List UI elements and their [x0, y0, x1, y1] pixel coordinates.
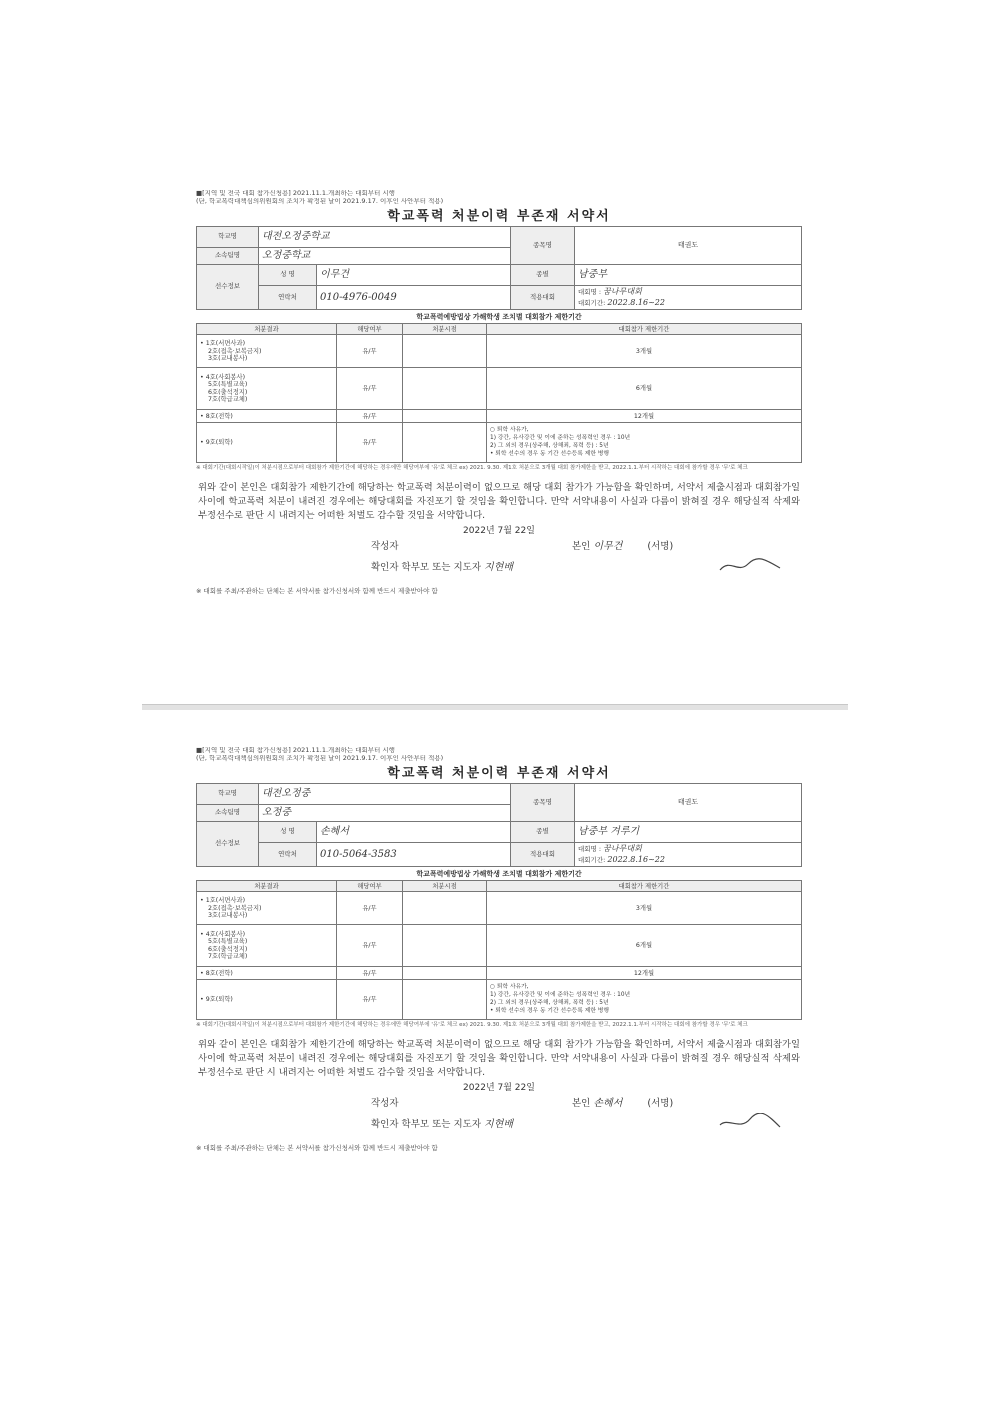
time-cell [403, 925, 487, 967]
bottom-note: ※ 대회를 주최/주관하는 단체는 본 서약서를 참가신청서와 함께 반드시 제출받아야 함 [196, 587, 438, 596]
comp-name-value: 꿈나무대회 [603, 844, 642, 854]
item: • 4호(사회봉사) [200, 373, 246, 381]
item: 7호(학급교체) [208, 953, 248, 961]
period-line: • 퇴학 선수의 경우 동 기간 선수등록 제한 병행 [490, 1007, 609, 1014]
table-footnote: ※ 대회기간(대회시작일)이 처분시점으로부터 대회참가 제한기간에 해당하는 경우에만 해당여부에 '유'로 체크 ex) 2021. 9.30. 제1호 처분으로 3개월 대회 참가제한을 받고, 2022.1.1.부터 시작하는 대회에 참가할 경우 '무'로 체크 [196, 465, 748, 472]
comp-name-label: 대회명 : [578, 845, 602, 854]
period-cell: 3개월 [487, 335, 802, 368]
sport-value: 태권도 [575, 784, 802, 822]
col-header-applicable: 해당여부 [337, 881, 403, 892]
name-value: 손혜서 [317, 822, 511, 843]
pledge-date: 2022년 7월 22일 [463, 525, 535, 536]
sport-label: 종목명 [511, 784, 575, 822]
check-cell: 유/무 [337, 967, 403, 980]
event-label: 종별 [511, 822, 575, 843]
name-label: 성 명 [259, 265, 317, 286]
affiliation-label: 소속팀명 [197, 248, 259, 265]
check-cell: 유/무 [337, 410, 403, 423]
seal-label: (서명) [647, 1098, 674, 1110]
time-cell [403, 967, 487, 980]
affiliation-value: 오정중 [259, 805, 511, 822]
player-info-table [196, 783, 802, 867]
signature-block [196, 1093, 802, 1139]
check-cell: 유/무 [337, 980, 403, 1020]
item: • 9호(퇴학) [200, 439, 233, 447]
competition-label: 적용대회 [511, 843, 575, 867]
col-header-period: 대회참가 제한기간 [487, 324, 802, 335]
period-line: 1) 강간, 유사강간 및 이에 준하는 성폭력인 경우 : 10년 [490, 992, 631, 999]
item: • 8호(전학) [200, 969, 233, 977]
phone-value: 010-4976-0049 [317, 286, 511, 310]
pledge-date: 2022년 7월 22일 [463, 1082, 535, 1093]
comp-period-label: 대회기간: [578, 855, 606, 864]
writer-label: 작성자 [371, 1098, 399, 1110]
check-cell: 유/무 [337, 423, 403, 463]
sport-label: 종목명 [511, 227, 575, 265]
restriction-subtitle: 학교폭력예방법상 가해학생 조치별 대회참가 제한기간 [416, 869, 582, 878]
col-header-period: 대회참가 제한기간 [487, 881, 802, 892]
writer-label: 작성자 [371, 541, 399, 553]
confirmer-name: 지현배 [484, 562, 514, 574]
period-line: ○ 퇴학 사유가, [490, 427, 529, 434]
col-header-result: 처분결과 [197, 324, 337, 335]
school-label: 학교명 [197, 227, 259, 248]
self-label: 본인 [572, 1098, 591, 1110]
seal-label: (서명) [647, 541, 674, 553]
form-title: 학교폭력 처분이력 부존재 서약서 [387, 208, 611, 224]
self-name: 이무건 [593, 541, 623, 553]
signature-scribble-icon [718, 556, 782, 576]
period-line: 2) 그 외의 경우(상주해, 상해죄, 폭력 등) : 5년 [490, 442, 609, 449]
item: 6호(출석정지) [208, 388, 248, 396]
item: 5호(특별교육) [208, 381, 248, 389]
pledge-form-1 [196, 190, 802, 596]
bottom-note: ※ 대회를 주최/주관하는 단체는 본 서약서를 참가신청서와 함께 반드시 제출받아야 함 [196, 1144, 438, 1153]
phone-value: 010-5064-3583 [317, 843, 511, 867]
event-value: 남중부 [575, 265, 802, 286]
period-cell: 6개월 [487, 925, 802, 967]
school-value: 대전오정중학교 [259, 227, 511, 248]
time-cell [403, 892, 487, 925]
col-header-time: 처분시점 [403, 324, 487, 335]
item: 3호(교내봉사) [208, 355, 248, 363]
pledge-paragraph: 위와 같이 본인은 대회참가 제한기간에 해당하는 학교폭력 처분이력이 없으므로 해당 대회 참가가 가능함을 확인하며, 서약서 제출시점과 대회참가일 사이에 학교폭력 처분이 내려진 경우에는 해당대회를 자진포기 할 것임을 확인합니다. 만약 서약내용이 사실과 다름이 밝혀질 경우 해당실적 삭제와 부정선수로 판단 시 내려지는 어떠한 처벌도 감수할 것임을 서약합니다. [198, 482, 800, 522]
item: 7호(학급교체) [208, 396, 248, 404]
check-cell: 유/무 [337, 925, 403, 967]
period-line: 1) 강간, 유사강간 및 이에 준하는 성폭력인 경우 : 10년 [490, 435, 631, 442]
sport-value: 태권도 [575, 227, 802, 265]
restriction-table [196, 880, 802, 1020]
player-info-table [196, 226, 802, 310]
name-value: 이무건 [317, 265, 511, 286]
col-header-time: 처분시점 [403, 881, 487, 892]
confirmer-name: 지현배 [484, 1119, 514, 1131]
period-line: 2) 그 외의 경우(상주해, 상해죄, 폭력 등) : 5년 [490, 999, 609, 1006]
form-title: 학교폭력 처분이력 부존재 서약서 [387, 765, 611, 781]
item: 2호(접촉·보복금지) [208, 904, 262, 912]
time-cell [403, 368, 487, 410]
item: • 8호(전학) [200, 412, 233, 420]
header-note-sub: (단, 학교폭력대책심의위원회의 조치가 확정된 날이 2021.9.17. 이후인 사안부터 적용) [196, 754, 444, 762]
affiliation-value: 오정중학교 [259, 248, 511, 265]
time-cell [403, 410, 487, 423]
self-label: 본인 [572, 541, 591, 553]
player-info-label: 선수정보 [197, 822, 259, 867]
col-header-applicable: 해당여부 [337, 324, 403, 335]
period-cell: 3개월 [487, 892, 802, 925]
event-value: 남중부 겨루기 [575, 822, 802, 843]
header-note: ■[지역 및 전국 대회 참가신청용] 2021.11.1.개최하는 대회부터 시행 [196, 190, 395, 197]
affiliation-label: 소속팀명 [197, 805, 259, 822]
comp-name-label: 대회명 : [578, 288, 602, 297]
confirmer-label: 확인자 학부모 또는 지도자 [371, 562, 482, 574]
restriction-subtitle: 학교폭력예방법상 가해학생 조치별 대회참가 제한기간 [416, 312, 582, 321]
time-cell [403, 980, 487, 1020]
period-line: • 퇴학 선수의 경우 동 기간 선수등록 제한 병행 [490, 450, 609, 457]
period-line: ○ 퇴학 사유가, [490, 984, 529, 991]
competition-label: 적용대회 [511, 286, 575, 310]
comp-name-value: 꿈나무대회 [603, 287, 642, 297]
check-cell: 유/무 [337, 368, 403, 410]
item: • 9호(퇴학) [200, 996, 233, 1004]
comp-period-label: 대회기간: [578, 298, 606, 307]
comp-period-value: 2022.8.16~22 [607, 854, 665, 864]
item: • 4호(사회봉사) [200, 930, 246, 938]
school-label: 학교명 [197, 784, 259, 805]
item: • 1호(서면사과) [200, 340, 246, 348]
check-cell: 유/무 [337, 892, 403, 925]
item: 3호(교내봉사) [208, 912, 248, 920]
event-label: 종별 [511, 265, 575, 286]
item: • 1호(서면사과) [200, 897, 246, 905]
time-cell [403, 335, 487, 368]
check-cell: 유/무 [337, 335, 403, 368]
table-footnote: ※ 대회기간(대회시작일)이 처분시점으로부터 대회참가 제한기간에 해당하는 경우에만 해당여부에 '유'로 체크 ex) 2021. 9.30. 제1호 처분으로 3개월 대회 참가제한을 받고, 2022.1.1.부터 시작하는 대회에 참가할 경우 '무'로 체크 [196, 1022, 748, 1029]
pledge-form-2 [196, 747, 802, 1153]
player-info-label: 선수정보 [197, 265, 259, 310]
item: 2호(접촉·보복금지) [208, 347, 262, 355]
time-cell [403, 423, 487, 463]
phone-label: 연락처 [259, 843, 317, 867]
period-cell: 6개월 [487, 368, 802, 410]
item: 6호(출석정지) [208, 945, 248, 953]
page-divider [142, 704, 848, 710]
school-value: 대전오정중 [259, 784, 511, 805]
pledge-paragraph: 위와 같이 본인은 대회참가 제한기간에 해당하는 학교폭력 처분이력이 없으므로 해당 대회 참가가 가능함을 확인하며, 서약서 제출시점과 대회참가일 사이에 학교폭력 처분이 내려진 경우에는 해당대회를 자진포기 할 것임을 확인합니다. 만약 서약내용이 사실과 다름이 밝혀질 경우 해당실적 삭제와 부정선수로 판단 시 내려지는 어떠한 처벌도 감수할 것임을 서약합니다. [198, 1039, 800, 1079]
header-note-sub: (단, 학교폭력대책심의위원회의 조치가 확정된 날이 2021.9.17. 이후인 사안부터 적용) [196, 197, 444, 205]
period-cell: 12개월 [487, 967, 802, 980]
comp-period-value: 2022.8.16~22 [607, 297, 665, 307]
header-note: ■[지역 및 전국 대회 참가신청용] 2021.11.1.개최하는 대회부터 시행 [196, 747, 395, 754]
phone-label: 연락처 [259, 286, 317, 310]
item: 5호(특별교육) [208, 938, 248, 946]
restriction-table [196, 323, 802, 463]
name-label: 성 명 [259, 822, 317, 843]
confirmer-label: 확인자 학부모 또는 지도자 [371, 1119, 482, 1131]
self-name: 손혜서 [593, 1098, 623, 1110]
period-cell: 12개월 [487, 410, 802, 423]
signature-block [196, 536, 802, 582]
col-header-result: 처분결과 [197, 881, 337, 892]
signature-scribble-icon [718, 1113, 782, 1133]
